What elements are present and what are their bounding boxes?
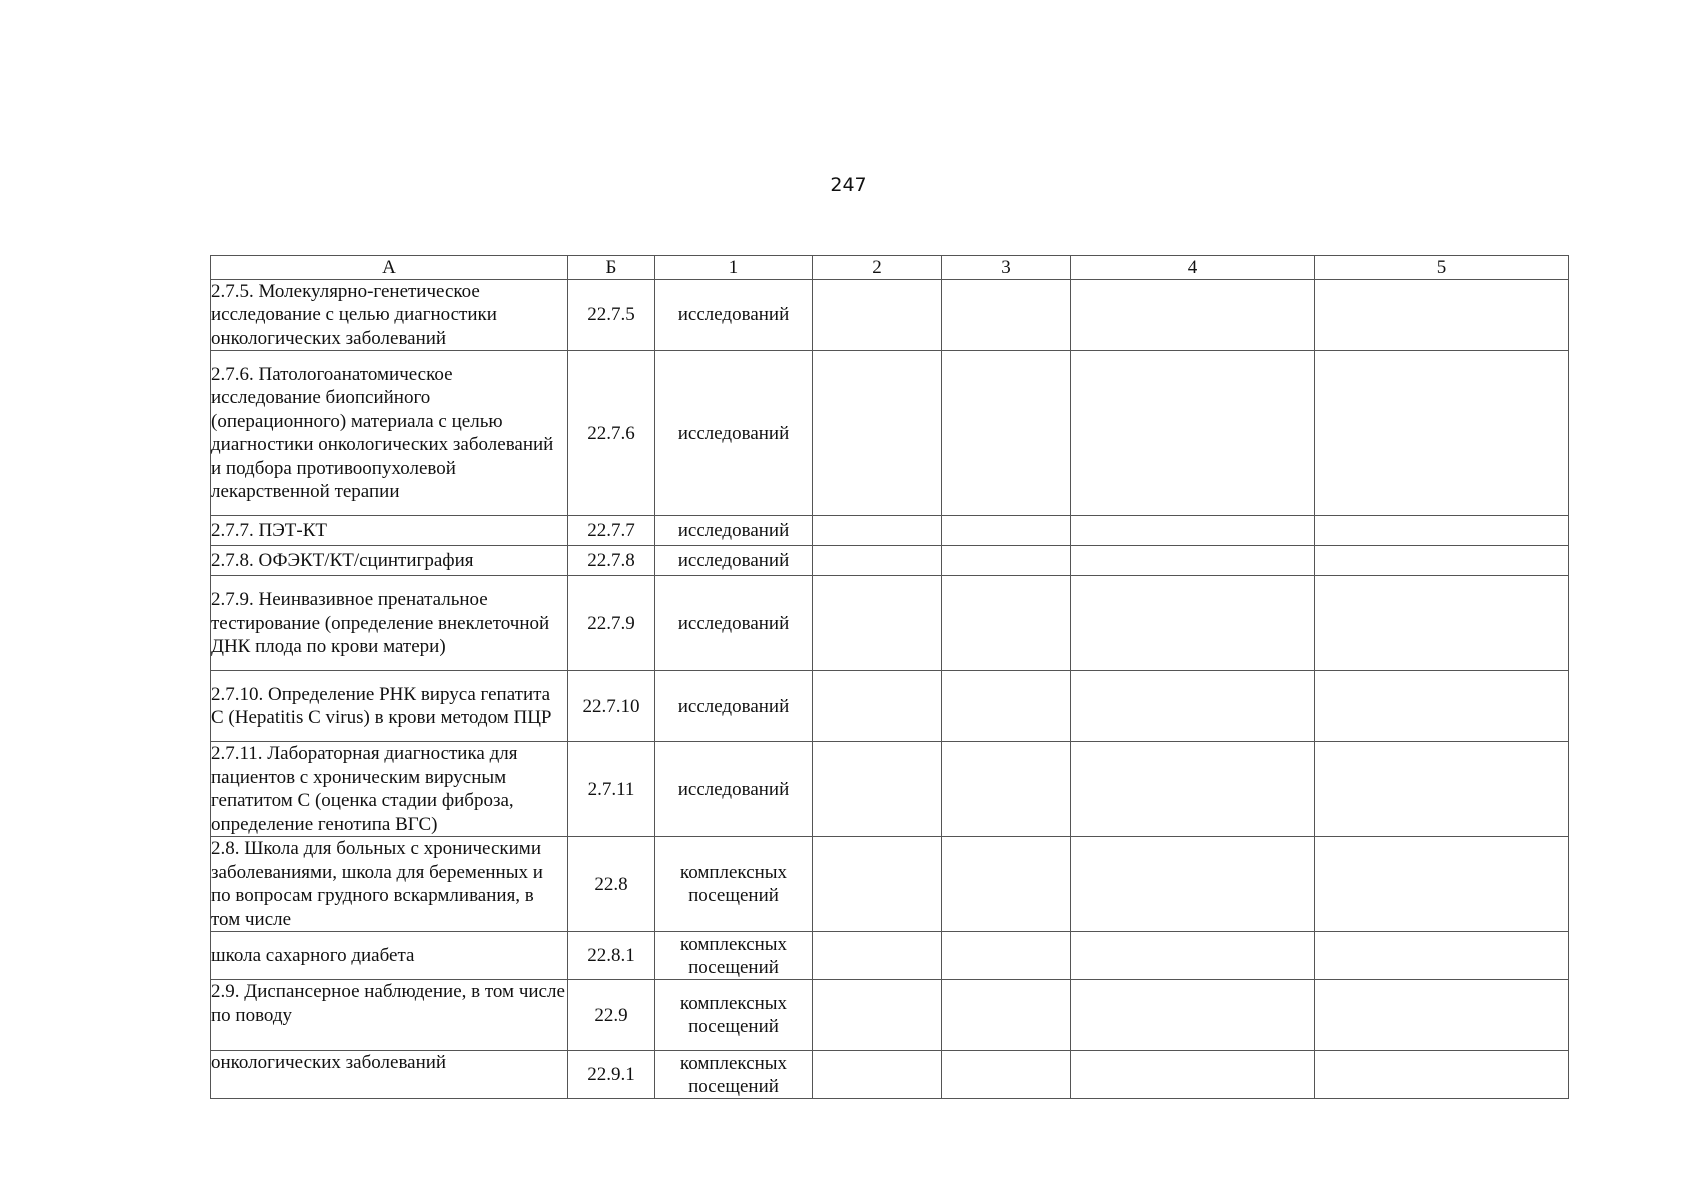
row-code-text: 22.9 (594, 1004, 628, 1026)
row-unit-text: исследований (677, 778, 790, 800)
cell-col-5 (1315, 516, 1569, 546)
row-code-text: 22.7.5 (587, 304, 635, 326)
cell-col-3 (942, 980, 1071, 1051)
cell-col-2 (813, 1051, 942, 1099)
header-cell-a: А (211, 256, 568, 280)
table-row (211, 980, 1569, 1051)
row-unit-text: комплексных посещений (679, 993, 788, 1038)
row-code-text: 22.8.1 (587, 945, 635, 967)
table-row (211, 516, 1569, 546)
row-unit-text: исследований (677, 612, 790, 634)
table-row (211, 546, 1569, 576)
cell-col-5 (1315, 742, 1569, 837)
row-label: 2.7.7. ПЭТ-КТ (211, 516, 568, 546)
cell-col-5 (1315, 980, 1569, 1051)
cell-col-4 (1071, 932, 1315, 980)
row-code (568, 576, 655, 671)
cell-col-2 (813, 837, 942, 932)
table-row (211, 932, 1569, 980)
header-cell-1: 1 (655, 256, 813, 280)
row-unit (655, 546, 813, 576)
table-row (211, 1051, 1569, 1099)
cell-col-5 (1315, 671, 1569, 742)
cell-col-4 (1071, 742, 1315, 837)
row-unit (655, 1051, 813, 1099)
table-row (211, 280, 1569, 351)
cell-col-5 (1315, 280, 1569, 351)
cell-col-3 (942, 576, 1071, 671)
row-unit (655, 576, 813, 671)
cell-col-2 (813, 516, 942, 546)
row-code-text: 22.9.1 (587, 1064, 635, 1086)
row-unit (655, 837, 813, 932)
cell-col-5 (1315, 546, 1569, 576)
row-label: онкологических заболеваний (211, 1051, 568, 1099)
row-code-text: 22.7.9 (587, 612, 635, 634)
row-label: 2.9. Диспансерное наблюдение, в том числе по поводу (211, 980, 568, 1051)
cell-col-3 (942, 932, 1071, 980)
cell-col-5 (1315, 837, 1569, 932)
row-unit (655, 932, 813, 980)
row-unit-text: исследований (677, 520, 790, 542)
row-code (568, 671, 655, 742)
row-label: 2.7.10. Определение РНК вируса гепатита C (Hepatitis C virus) в крови методом ПЦР (211, 671, 568, 742)
table-row (211, 351, 1569, 516)
cell-col-5 (1315, 351, 1569, 516)
cell-col-2 (813, 546, 942, 576)
row-code (568, 837, 655, 932)
row-label: школа сахарного диабета (211, 932, 568, 980)
cell-col-2 (813, 671, 942, 742)
data-table (210, 255, 1569, 1099)
header-cell-5: 5 (1315, 256, 1569, 280)
cell-col-3 (942, 671, 1071, 742)
cell-col-4 (1071, 280, 1315, 351)
cell-col-4 (1071, 351, 1315, 516)
cell-col-3 (942, 516, 1071, 546)
header-cell-b: Б (568, 256, 655, 280)
row-unit (655, 980, 813, 1051)
row-label: 2.8. Школа для больных с хроническими заболеваниями, школа для беременных и по вопросам грудного вскармливания, в том числе (211, 837, 568, 932)
row-unit (655, 742, 813, 837)
row-code (568, 516, 655, 546)
cell-col-3 (942, 351, 1071, 516)
row-code-text: 22.7.8 (587, 550, 635, 572)
header-cell-2: 2 (813, 256, 942, 280)
header-row (211, 256, 1569, 280)
cell-col-5 (1315, 932, 1569, 980)
row-code (568, 980, 655, 1051)
cell-col-2 (813, 932, 942, 980)
table-row (211, 837, 1569, 932)
cell-col-4 (1071, 546, 1315, 576)
row-code (568, 1051, 655, 1099)
row-label: 2.7.11. Лабораторная диагностика для пациентов с хроническим вирусным гепатитом C (оценка стадии фиброза, определение генотипа ВГС) (211, 742, 568, 837)
row-label: 2.7.6. Патологоанатомическое исследование биопсийного (операционного) материала с целью диагностики онкологических заболеваний и подбора противоопухолевой лекарственной терапии (211, 351, 568, 516)
cell-col-3 (942, 546, 1071, 576)
row-code (568, 546, 655, 576)
row-code-text: 22.7.10 (582, 695, 640, 717)
cell-col-5 (1315, 576, 1569, 671)
row-code (568, 932, 655, 980)
row-unit (655, 671, 813, 742)
row-code-text: 22.7.7 (587, 520, 635, 542)
row-unit-text: комплексных посещений (679, 1052, 788, 1097)
row-unit-text: исследований (677, 422, 790, 444)
row-code-text: 22.8 (594, 873, 628, 895)
cell-col-2 (813, 742, 942, 837)
row-unit-text: комплексных посещений (679, 933, 788, 978)
cell-col-3 (942, 742, 1071, 837)
cell-col-4 (1071, 516, 1315, 546)
cell-col-4 (1071, 980, 1315, 1051)
cell-col-3 (942, 280, 1071, 351)
row-label: 2.7.8. ОФЭКТ/КТ/сцинтиграфия (211, 546, 568, 576)
row-code-text: 22.7.6 (587, 422, 635, 444)
cell-col-4 (1071, 1051, 1315, 1099)
row-code (568, 351, 655, 516)
row-label: 2.7.5. Молекулярно-генетическое исследование с целью диагностики онкологических заболеваний (211, 280, 568, 351)
table-row (211, 576, 1569, 671)
row-unit-text: комплексных посещений (679, 862, 788, 907)
header-cell-3: 3 (942, 256, 1071, 280)
row-label: 2.7.9. Неинвазивное пренатальное тестирование (определение внеклеточной ДНК плода по крови матери) (211, 576, 568, 671)
row-code-text: 2.7.11 (587, 778, 635, 800)
cell-col-3 (942, 1051, 1071, 1099)
row-unit-text: исследований (677, 695, 790, 717)
row-code (568, 280, 655, 351)
row-unit (655, 280, 813, 351)
page-number: 247 (830, 174, 867, 196)
row-code (568, 742, 655, 837)
cell-col-2 (813, 576, 942, 671)
cell-col-4 (1071, 671, 1315, 742)
table-row (211, 742, 1569, 837)
cell-col-3 (942, 837, 1071, 932)
cell-col-2 (813, 980, 942, 1051)
header-cell-4: 4 (1071, 256, 1315, 280)
cell-col-5 (1315, 1051, 1569, 1099)
cell-col-4 (1071, 837, 1315, 932)
row-unit-text: исследований (677, 304, 790, 326)
cell-col-2 (813, 280, 942, 351)
row-unit (655, 516, 813, 546)
table-row (211, 671, 1569, 742)
cell-col-4 (1071, 576, 1315, 671)
cell-col-2 (813, 351, 942, 516)
row-unit-text: исследований (677, 550, 790, 572)
row-unit (655, 351, 813, 516)
